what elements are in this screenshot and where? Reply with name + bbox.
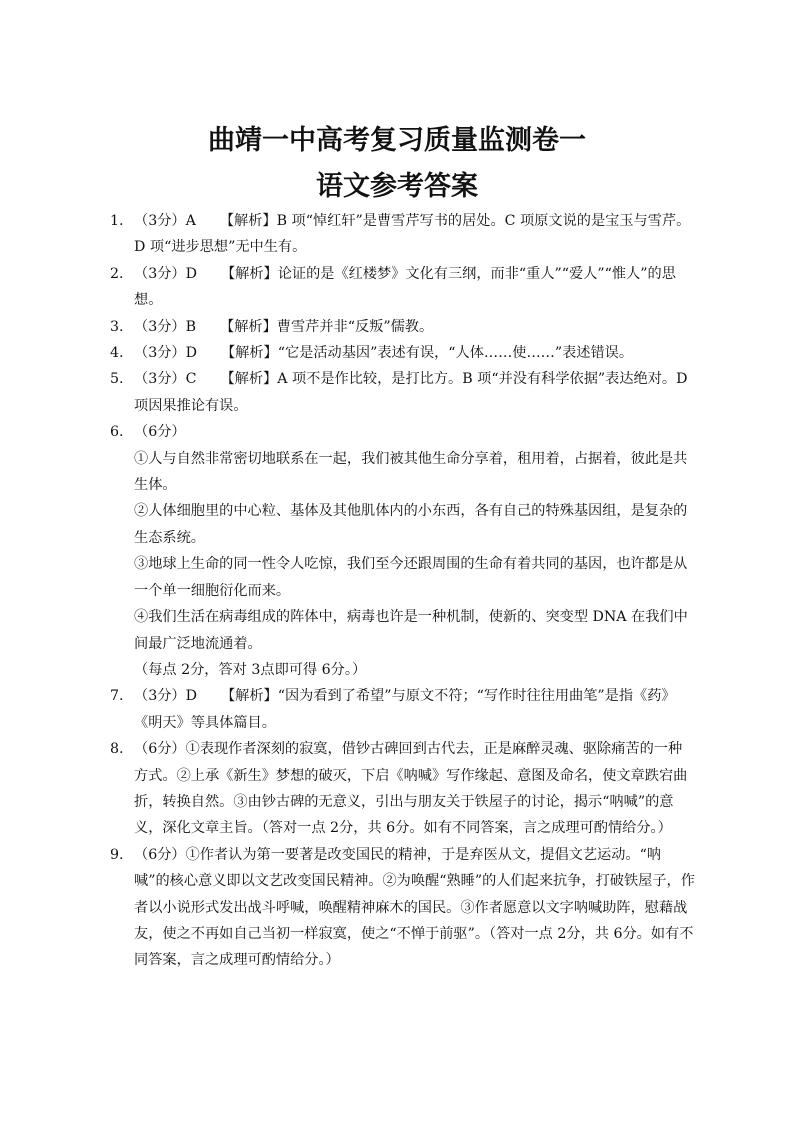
answer-number: 7. xyxy=(110,688,124,705)
answer-point: ①人与自然非常密切地联系在一起，我们被其他生命分享着，租用着，占据着，彼此是共生体。 xyxy=(134,450,688,494)
document-title: 曲靖一中高考复习质量监测卷一 xyxy=(208,125,586,156)
answer-text: 【解析】曹雪芹并非“反叛”儒教。 xyxy=(220,318,434,335)
answer-number: 5. xyxy=(110,371,124,388)
answer-score: （6分） xyxy=(134,741,186,758)
answer-item xyxy=(110,366,695,419)
answer-number: 1. xyxy=(110,213,124,229)
answer-score: （3分）B xyxy=(134,318,197,335)
answer-item xyxy=(110,736,695,842)
answer-list xyxy=(110,208,695,974)
answer-text: ①作者认为第一要著是改变国民的精神，于是弃医从文，提倡文艺运动。“呐喊”的核心意义即以文艺改变国民精神。②为唤醒“熟睡”的人们起来抗争，打破铁屋子，作者以小说形式发出战斗呼喊，唤醒精神麻木的国民。③作者愿意以文字呐喊助阵，慰藉战友，使之不再如自己当初一样寂寞，使之“不惮于前驱”。（答对一点 2分，共 6分。如有不同答案，言之成理可酌情给分。） xyxy=(134,846,695,969)
answer-score: （3分）D xyxy=(134,345,197,362)
answer-item xyxy=(110,419,695,683)
answer-text: ①表现作者深刻的寂寞，借钞古碑回到古代去，正是麻醉灵魂、驱除痛苦的一种方式。②上承《新生》梦想的破灭，下启《呐喊》写作缘起、意图及命名，使文章跌宕曲折，转换自然。③由钞古碑的无意义，引出与朋友关于铁屋子的讨论，揭示“呐喊”的意义，深化文章主旨。（答对一点 2分，共 6分。如有不同答案，言之成理可酌情给分。） xyxy=(134,741,688,837)
answer-number: 2. xyxy=(110,265,124,282)
answer-text: 【解析】“因为看到了希望”与原文不符；“写作时往往用曲笔”是指《药》《明天》等具体篇目。 xyxy=(134,688,676,731)
answer-number: 8. xyxy=(110,741,124,758)
answer-score: （3分）D xyxy=(134,265,197,282)
answer-point: ④我们生活在病毒组成的阵体中，病毒也许是一种机制，使新的、突变型 DNA 在我们中间最广泛地流通着。 xyxy=(134,609,688,652)
answer-number: 9. xyxy=(110,846,124,863)
answer-item xyxy=(110,683,695,736)
answer-text: 【解析】B 项“悼红轩”是曹雪芹写书的居处。C 项原文说的是宝玉与雪芹。D 项“进步思想”无中生有。 xyxy=(134,213,691,256)
answer-item xyxy=(110,842,695,974)
answer-point: ③地球上生命的同一性令人吃惊，我们至今还跟周围的生命有着共同的基因，也许都是从一个单一细胞衍化而来。 xyxy=(134,556,688,599)
answer-score: （3分）C xyxy=(134,371,197,388)
answer-score: （3分）A xyxy=(134,213,196,229)
answer-number: 6. xyxy=(110,424,124,441)
answer-item xyxy=(110,261,695,314)
answer-score: （6分） xyxy=(134,846,186,863)
answer-score: （6分） xyxy=(134,424,186,441)
answer-number: 3. xyxy=(110,318,124,335)
answer-text: 【解析】A 项不是作比较，是打比方。B 项“并没有科学依据”表达绝对。D 项因果推论有误。 xyxy=(134,371,688,414)
answer-text: 【解析】“它是活动基因”表述有误，“人体……使……”表述错误。 xyxy=(220,345,634,362)
answer-number: 4. xyxy=(110,345,124,362)
answer-point: ②人体细胞里的中心粒、基体及其他肌体内的小东西，各有自己的特殊基因组，是复杂的生态系统。 xyxy=(134,503,688,546)
answer-item xyxy=(110,340,695,366)
answer-item xyxy=(110,208,695,261)
scoring-note: （每点 2分，答对 3点即可得 6分。） xyxy=(134,661,367,678)
document-subtitle: 语文参考答案 xyxy=(316,171,478,202)
answer-text: 【解析】论证的是《红楼梦》文化有三纲，而非“重人”“爱人”“惟人”的思想。 xyxy=(134,265,676,309)
answer-item xyxy=(110,314,695,340)
answer-score: （3分）D xyxy=(134,688,197,705)
